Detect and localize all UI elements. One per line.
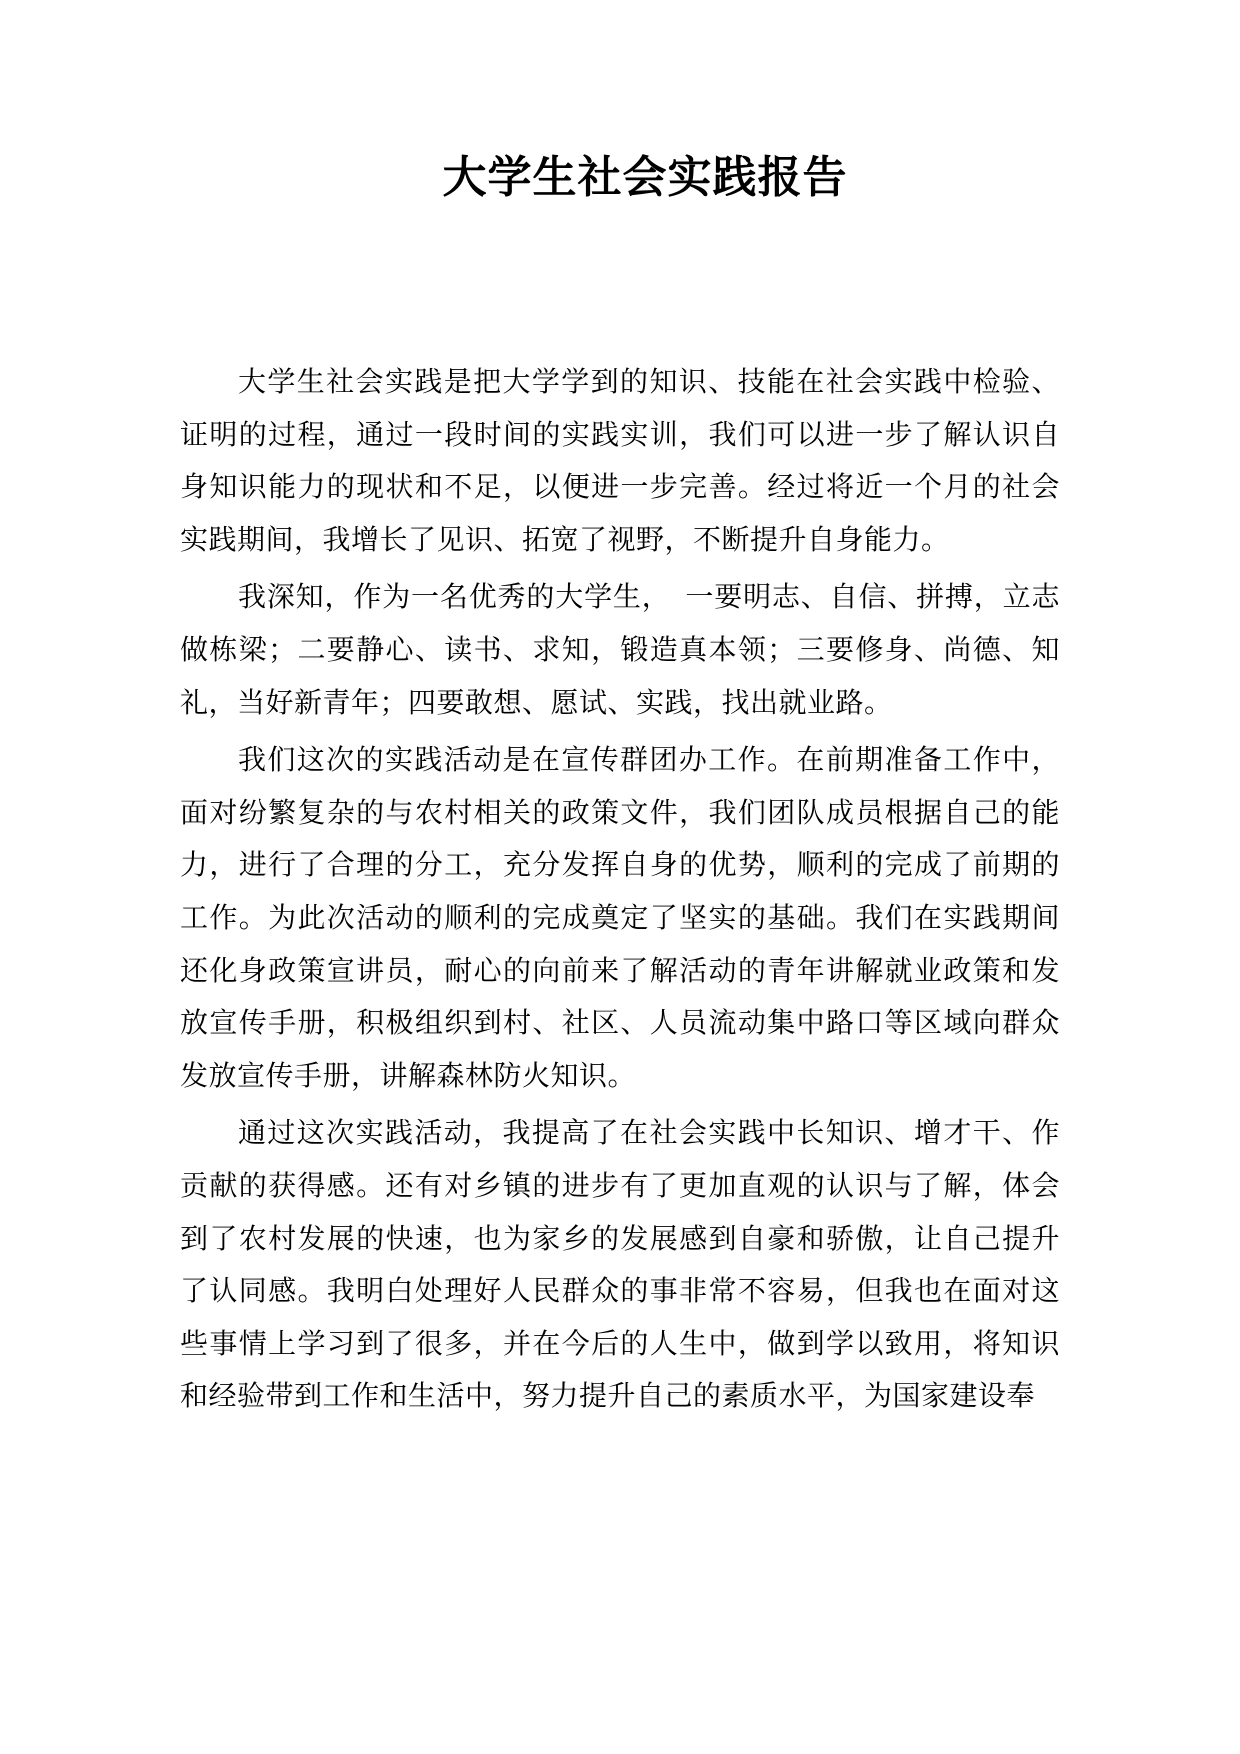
document-title: 大学生社会实践报告 bbox=[442, 152, 848, 203]
document-body bbox=[180, 356, 1060, 1428]
body-paragraph-1: 大学生社会实践是把大学学到的知识、技能在社会实践中检验、证明的过程，通过一段时间的实践实训，我们可以进一步了解认识自身知识能力的现状和不足，以便进一步完善。经过将近一个月的社会实践期间，我增长了见识、拓宽了视野，不断提升自身能力。 bbox=[180, 365, 1060, 556]
body-paragraph-4: 通过这次实践活动，我提高了在社会实践中长知识、增才干、作贡献的获得感。还有对乡镇的进步有了更加直观的认识与了解，体会到了农村发展的快速，也为家乡的发展感到自豪和骄傲，让自己提升了认同感。我明白处理好人民群众的事非常不容易，但我也在面对这些事情上学习到了很多，并在今后的人生中，做到学以致用，将知识和经验带到工作和生活中，努力提升自己的素质水平，为国家建设奉 bbox=[180, 1116, 1060, 1413]
body-paragraph-3: 我们这次的实践活动是在宣传群团办工作。在前期准备工作中，面对纷繁复杂的与农村相关的政策文件，我们团队成员根据自己的能力，进行了合理的分工，充分发挥自身的优势，顺利的完成了前期的工作。为此次活动的顺利的完成奠定了坚实的基础。我们在实践期间还化身政策宣讲员，耐心的向前来了解活动的青年讲解就业政策和发放宣传手册，积极组织到村、社区、人员流动集中路口等区域向群众发放宣传手册，讲解森林防火知识。 bbox=[180, 743, 1060, 1092]
body-paragraph-2: 我深知，作为一名优秀的大学生， 一要明志、自信、拼搏，立志做栋梁；二要静心、读书、求知，锻造真本领；三要修身、尚德、知礼，当好新青年；四要敢想、愿试、实践，找出就业路。 bbox=[180, 580, 1060, 719]
